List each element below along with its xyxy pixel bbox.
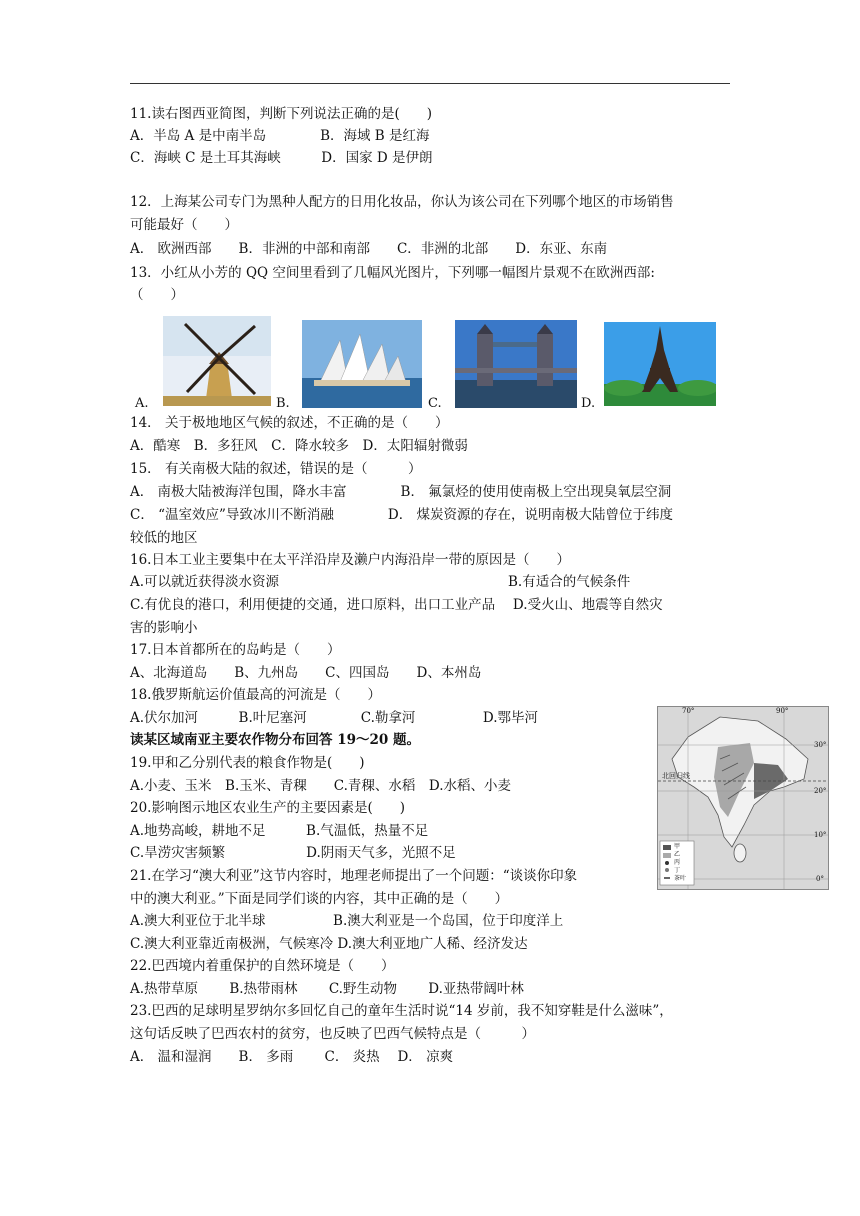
q22-stem: 22.巴西境内着重保护的自然环境是（ ） <box>130 958 395 974</box>
header-rule <box>130 83 730 84</box>
q17-options: A、北海道岛 B、九州岛 C、四国岛 D、本州岛 <box>130 665 482 681</box>
q13-stem-line2: （ ） <box>130 287 184 303</box>
tower-bridge-picture <box>455 320 577 408</box>
map-lat-label-30: 30° <box>814 741 827 749</box>
q19-options: A.小麦、玉米 B.玉米、青稞 C.青稞、水稻 D.水稻、小麦 <box>130 778 512 794</box>
q11-options-ab: A．半岛 A 是中南半岛 B．海域 B 是红海 <box>130 128 430 144</box>
q16-options-cd: C.有优良的港口，利用便捷的交通，进口原料，出口工业产品 D.受火山、地震等自然灾 <box>130 597 663 613</box>
q16-options-cont: 害的影响小 <box>130 620 198 636</box>
sydney-opera-house-picture <box>302 320 422 408</box>
q21-options-cd: C.澳大利亚靠近南极洲，气候寒冷 D.澳大利亚地广人稀、经济发达 <box>130 936 528 952</box>
q15-options-ab: A． 南极大陆被海洋包围，降水丰富 B． 氟氯烃的使用使南极上空出现臭氧层空洞 <box>130 484 672 500</box>
q16-option-a: A.可以就近获得淡水资源 <box>130 574 280 590</box>
q21-options-ab: A.澳大利亚位于北半球 B.澳大利亚是一个岛国，位于印度洋上 <box>130 913 564 929</box>
map-lat-label-0: 0° <box>816 875 824 883</box>
q12-stem-line1: 12．上海某公司专门为黑种人配方的日用化妆品，你认为该公司在下列哪个地区的市场销售 <box>130 194 674 210</box>
q13-label-d: D. <box>581 396 596 411</box>
map-legend-bing: 丙 <box>674 859 681 866</box>
q22-options: A.热带草原 B.热带雨林 C.野生动物 D.亚热带阔叶林 <box>130 981 524 997</box>
map-lon-label-70: 70° <box>682 707 695 715</box>
map-legend-yi: 乙 <box>674 851 681 858</box>
map-lat-label-10: 10° <box>814 831 827 839</box>
q13-label-c: C. <box>428 396 442 411</box>
eiffel-tower-picture <box>604 322 716 406</box>
q16-stem: 16.日本工业主要集中在太平洋沿岸及濑户内海沿岸一带的原因是（ ） <box>130 552 570 568</box>
q11-options-cd: C．海峡 C 是土耳其海峡 D．国家 D 是伊朗 <box>130 150 433 166</box>
q11-stem: 11.读右图西亚简图，判断下列说法正确的是( ) <box>130 106 433 122</box>
map-legend-tea: 茶叶 <box>674 875 687 882</box>
q15-options-cont: 较低的地区 <box>130 530 198 546</box>
q14-stem: 14． 关于极地地区气候的叙述，不正确的是（ ） <box>130 415 449 431</box>
q13-label-a: A. <box>135 396 149 411</box>
q12-stem-line2: 可能最好（ ） <box>130 217 238 233</box>
q13-label-b: B. <box>276 396 290 411</box>
q15-stem: 15． 有关南极大陆的叙述，错误的是（ ） <box>130 461 422 477</box>
q13-stem-line1: 13．小红从小芳的 QQ 空间里看到了几幅风光图片，下列哪一幅图片景观不在欧洲西部: <box>130 265 655 281</box>
q20-options-cd: C.旱涝灾害频繁 D.阴雨天气多，光照不足 <box>130 845 456 861</box>
q18-stem: 18.俄罗斯航运价值最高的河流是（ ） <box>130 687 381 703</box>
q20-options-ab: A.地势高峻，耕地不足 B.气温低，热量不足 <box>130 823 429 839</box>
q23-stem-line1: 23.巴西的足球明星罗纳尔多回忆自己的童年生活时说“14 岁前，我不知穿鞋是什么滋味”， <box>130 1003 673 1019</box>
q18-options: A.伏尔加河 B.叶尼塞河 C.勒拿河 D.鄂毕河 <box>130 710 539 726</box>
q14-options: A．酷寒 B．多狂风 C．降水较多 D．太阳辐射微弱 <box>130 438 468 454</box>
q16-option-b: B.有适合的气候条件 <box>508 574 631 590</box>
q23-options: A． 温和湿润 B． 多雨 C． 炎热 D． 凉爽 <box>130 1049 454 1065</box>
q21-stem-line2: 中的澳大利亚。”下面是同学们谈的内容，其中正确的是（ ） <box>130 891 509 907</box>
map-legend-jia: 甲 <box>674 843 681 850</box>
map-tropic-label: 北回归线 <box>662 772 690 780</box>
q23-stem-line2: 这句话反映了巴西农村的贫穷，也反映了巴西气候特点是（ ） <box>130 1026 535 1042</box>
map-lon-label-90: 90° <box>776 707 789 715</box>
q19-stem: 19.甲和乙分别代表的粮食作物是( ) <box>130 755 365 771</box>
q19-20-intro: 读某区域南亚主要农作物分布回答 19～20 题。 <box>130 732 420 748</box>
windmill-picture <box>163 316 271 406</box>
q20-stem: 20.影响图示地区农业生产的主要因素是( ) <box>130 800 406 816</box>
south-asia-crop-map <box>657 706 829 890</box>
q17-stem: 17.日本首都所在的岛屿是（ ） <box>130 642 341 658</box>
q21-stem-line1: 21.在学习“澳大利亚”这节内容时，地理老师提出了一个问题：“谈谈你印象 <box>130 868 578 884</box>
map-lat-label-20: 20° <box>814 787 827 795</box>
q12-options: A． 欧洲西部 B．非洲的中部和南部 C．非洲的北部 D．东亚、东南 <box>130 241 608 257</box>
q15-options-cd: C． “温室效应”导致冰川不断消融 D． 煤炭资源的存在，说明南极大陆曾位于纬度 <box>130 507 674 523</box>
map-legend-ding: 丁 <box>674 867 681 874</box>
